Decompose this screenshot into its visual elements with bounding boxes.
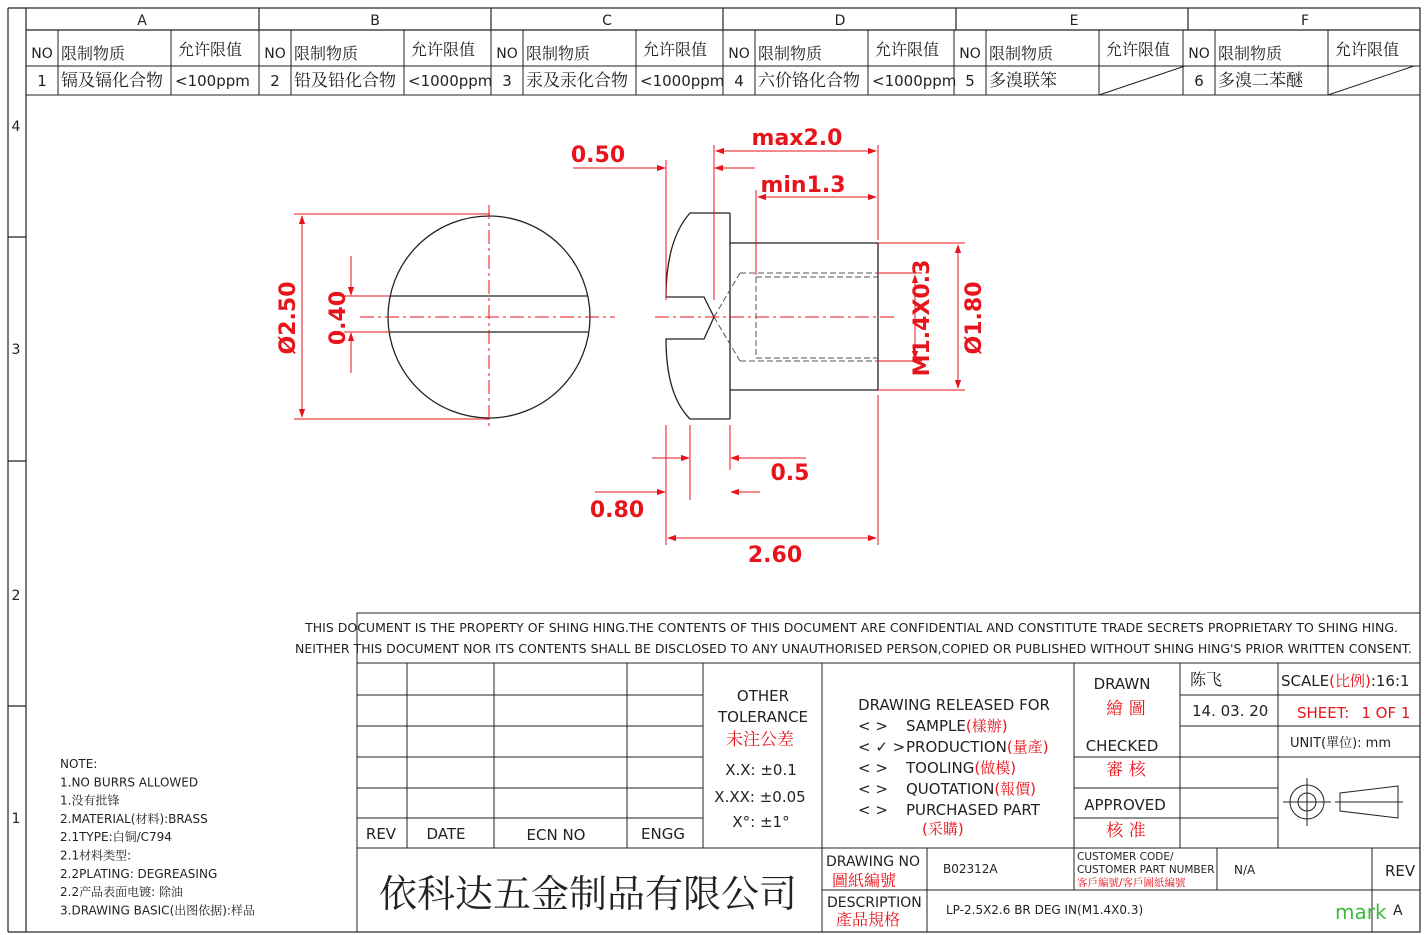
zone-row-1: 1 [11, 811, 21, 827]
third-angle-projection-icon [1283, 778, 1403, 826]
ecn-header: ECN NO [526, 826, 586, 844]
substance-limit-header: 允许限值 [875, 40, 940, 59]
substance-limit: <100ppm [175, 72, 250, 90]
substance-name: 铅及铅化合物 [294, 71, 396, 91]
note-line: 3.DRAWING BASIC(出图依据):样品 [60, 903, 255, 918]
drawing-no-label-cn: 圖紙編號 [832, 871, 897, 890]
substance-no-header: NO [1188, 46, 1210, 62]
drawn-by: 陈飞 [1190, 670, 1223, 689]
drawing-no-label: DRAWING NO [826, 854, 920, 870]
dim-rim: 0.5 [770, 461, 810, 486]
rev-value: A [1393, 903, 1403, 919]
date-header: DATE [426, 825, 466, 843]
substance-limit: <1000ppm [872, 72, 957, 90]
drawn-label: DRAWN [1093, 675, 1151, 693]
zone-row-labels [12, 119, 21, 827]
empty-cell-slash [1099, 66, 1185, 95]
customer-code-label-1: CUSTOMER CODE/ [1077, 851, 1174, 863]
substance-name: 多溴二苯醚 [1218, 71, 1303, 91]
release-title: DRAWING RELEASED FOR [858, 696, 1050, 714]
substance-table [26, 30, 1420, 95]
substance-name-header: 限制物质 [61, 44, 126, 63]
dimension-lines [294, 145, 965, 545]
dim-thread-spec: M1.4X0.3 [910, 259, 935, 377]
dim-head-thickness: 0.80 [589, 498, 645, 523]
substance-no: 4 [734, 72, 744, 90]
approved-label: APPROVED [1084, 796, 1166, 814]
substance-limit-header: 允许限值 [1106, 40, 1171, 59]
note-line: 2.2产品表面电镀: 除油 [60, 885, 183, 900]
substance-name-header: 限制物质 [294, 44, 359, 63]
checked-label: CHECKED [1085, 737, 1159, 755]
tolerance-angle: X°: ±1° [732, 813, 790, 831]
tolerance-title-1: OTHER [736, 687, 790, 705]
tolerance-xx: X.X: ±0.1 [725, 761, 797, 779]
scale-label: SCALE(比例):16:1 [1281, 672, 1410, 690]
tolerance-title-cn: 未注公差 [726, 730, 794, 750]
substance-no: 3 [502, 72, 512, 90]
zone-row-2: 2 [11, 588, 21, 604]
substance-limit: <1000ppm [408, 72, 493, 90]
release-checkbox: < > [858, 801, 888, 819]
drawn-label-cn: 繪 圖 [1106, 699, 1146, 719]
note-line: 2.1TYPE:白铜/C794 [60, 830, 172, 845]
substance-limit-header: 允许限值 [643, 40, 708, 59]
notes-block [60, 757, 255, 917]
zone-col-d: D [834, 13, 846, 29]
substance-name-header: 限制物质 [1218, 44, 1283, 63]
engg-header: ENGG [641, 825, 685, 843]
approved-label-cn: 核 准 [1106, 821, 1146, 841]
substance-limit-header: 允许限值 [178, 40, 243, 59]
checked-label-cn: 審 核 [1106, 760, 1146, 780]
customer-code-label-cn: 客戶編號/客戶圖紙編號 [1077, 877, 1186, 889]
empty-cell-slash [1328, 66, 1414, 95]
substance-name: 镉及镉化合物 [61, 71, 163, 91]
release-option: QUOTATION(報價) [906, 780, 1037, 798]
dim-body-diameter: Ø1.80 [962, 281, 987, 355]
customer-code-value: N/A [1234, 863, 1256, 877]
dim-slot-width: 0.40 [326, 290, 351, 346]
dimension-labels [276, 126, 987, 568]
release-option: PRODUCTION(量產) [906, 738, 1049, 756]
zone-col-f: F [1300, 13, 1310, 29]
zone-col-c: C [602, 13, 612, 29]
zone-row-3: 3 [11, 342, 21, 358]
substance-name-header: 限制物质 [989, 44, 1054, 63]
company-name: 依科达五金制品有限公司 [378, 872, 798, 916]
substance-no-header: NO [264, 46, 286, 62]
drawn-date: 14. 03. 20 [1192, 702, 1269, 720]
substance-limit-header: 允许限值 [411, 40, 476, 59]
tolerance-xxx: X.XX: ±0.05 [714, 788, 806, 806]
release-option: TOOLING(做模) [906, 759, 1017, 777]
confidential-notice-1: THIS DOCUMENT IS THE PROPERTY OF SHING HING.THE CONTENTS OF THIS DOCUMENT ARE CONFIDENTIAL AND CONSTITUTE TRADE SECRETS PROPRIETARY TO SHING HING. [305, 620, 1398, 635]
description-label-cn: 產品規格 [836, 910, 901, 929]
head-side-view [666, 213, 730, 419]
substance-no: 5 [965, 72, 975, 90]
substance-name-header: 限制物质 [526, 44, 591, 63]
description-label: DESCRIPTION [827, 895, 922, 911]
zone-col-e: E [1069, 13, 1079, 29]
zone-col-a: A [137, 13, 147, 29]
substance-name-header: 限制物质 [758, 44, 823, 63]
note-line: NOTE: [60, 757, 98, 771]
part-outline [388, 213, 878, 419]
release-checkbox: < > [858, 717, 888, 735]
release-option: PURCHASED PART (采購) [906, 801, 1040, 838]
substance-name: 六价铬化合物 [758, 71, 860, 91]
substance-no: 1 [37, 72, 47, 90]
substance-limit-header: 允许限值 [1335, 40, 1400, 59]
substance-no-header: NO [959, 46, 981, 62]
substance-name: 多溴联笨 [989, 71, 1057, 91]
note-line: 1.没有批锋 [60, 793, 120, 808]
zone-row-4: 4 [11, 119, 21, 135]
substance-name: 汞及汞化合物 [526, 71, 628, 91]
note-line: 1.NO BURRS ALLOWED [60, 775, 199, 790]
confidential-notice-2: NEITHER THIS DOCUMENT NOR ITS CONTENTS SHALL BE DISCLOSED TO ANY UNAUTHORISED PERSON,COPIED OR PUBLISHED WITHOUT SHING HING'S PRIOR WRITTEN CONSENT. [295, 641, 1412, 656]
release-checkbox: < > [858, 780, 888, 798]
zone-col-b: B [370, 13, 380, 29]
unit-label: UNIT(單位): mm [1290, 736, 1391, 751]
substance-limit: <1000ppm [640, 72, 725, 90]
substance-no: 2 [270, 72, 280, 90]
release-option: SAMPLE(樣辦) [906, 717, 1008, 735]
note-line: 2.MATERIAL(材料):BRASS [60, 811, 208, 826]
dim-slot-depth: 0.50 [570, 143, 626, 168]
substance-no-header: NO [496, 46, 518, 62]
rev-header: REV [365, 825, 397, 843]
release-checkbox: < ✓ > [858, 738, 906, 756]
dim-head-diameter: Ø2.50 [276, 281, 301, 355]
dim-min-thread: min1.3 [760, 173, 846, 198]
title-block [295, 613, 1420, 932]
substance-no-header: NO [728, 46, 750, 62]
customer-code-label-2: CUSTOMER PART NUMBER [1077, 864, 1215, 876]
sheet-info: SHEET: 1 OF 1 [1297, 704, 1411, 722]
rev-label: REV [1385, 862, 1416, 880]
note-line: 2.1材料类型: [60, 848, 132, 863]
tolerance-title-2: TOLERANCE [717, 708, 809, 726]
substance-no: 6 [1194, 72, 1204, 90]
drawing-no-value: B02312A [943, 862, 998, 876]
dim-overall-length: 2.60 [747, 543, 803, 568]
note-line: 2.2PLATING: DEGREASING [60, 866, 218, 881]
substance-no-header: NO [31, 46, 53, 62]
description-value: LP-2.5X2.6 BR DEG IN(M1.4X0.3) [946, 903, 1144, 917]
watermark: mark [1335, 900, 1387, 924]
release-checkbox: < > [858, 759, 888, 777]
dim-max-length: max2.0 [751, 126, 843, 151]
